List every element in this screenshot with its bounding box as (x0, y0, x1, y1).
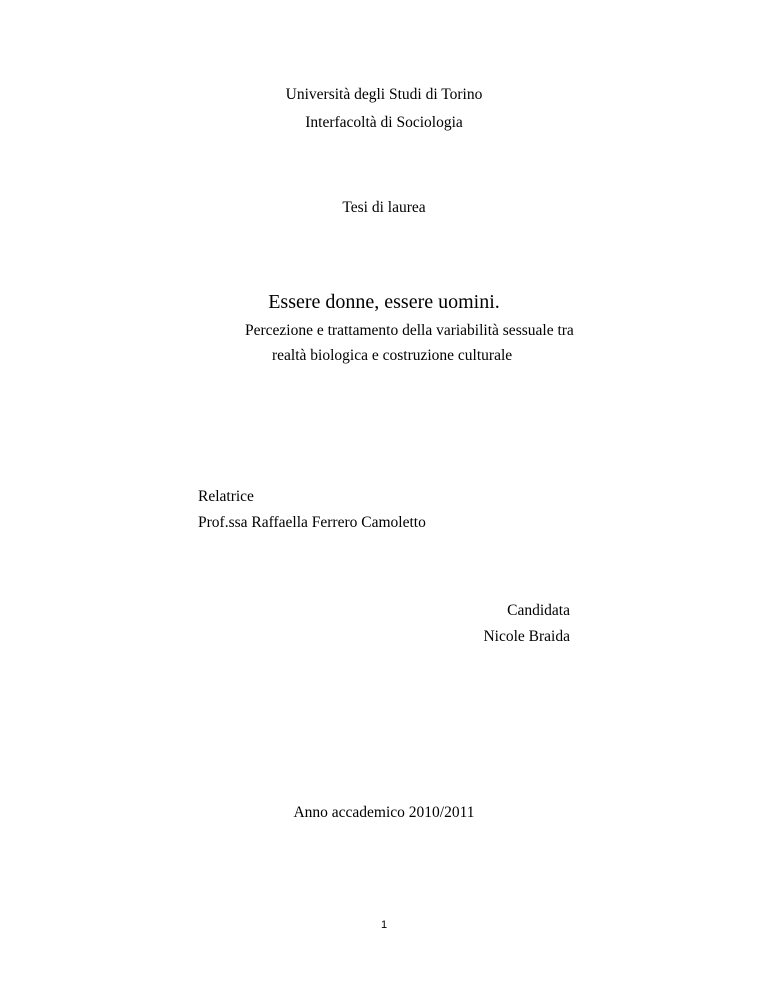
thesis-type: Tesi di laurea (342, 199, 426, 216)
thesis-title: Essere donne, essere uomini. (268, 291, 500, 313)
candidate-label: Candidata (507, 602, 570, 619)
page-number: 1 (380, 919, 388, 931)
university-name: Università degli Studi di Torino (285, 86, 483, 103)
academic-year: Anno accademico 2010/2011 (293, 804, 475, 821)
candidate-name: Nicole Braida (483, 628, 570, 645)
advisor-name: Prof.ssa Raffaella Ferrero Camoletto (198, 514, 426, 531)
faculty-name: Interfacoltà di Sociologia (305, 114, 463, 131)
advisor-label: Relatrice (198, 488, 254, 505)
thesis-subtitle-line-1: Percezione e trattamento della variabilità sessuale tra (245, 322, 574, 339)
thesis-subtitle-line-2: realtà biologica e costruzione culturale (272, 347, 513, 364)
